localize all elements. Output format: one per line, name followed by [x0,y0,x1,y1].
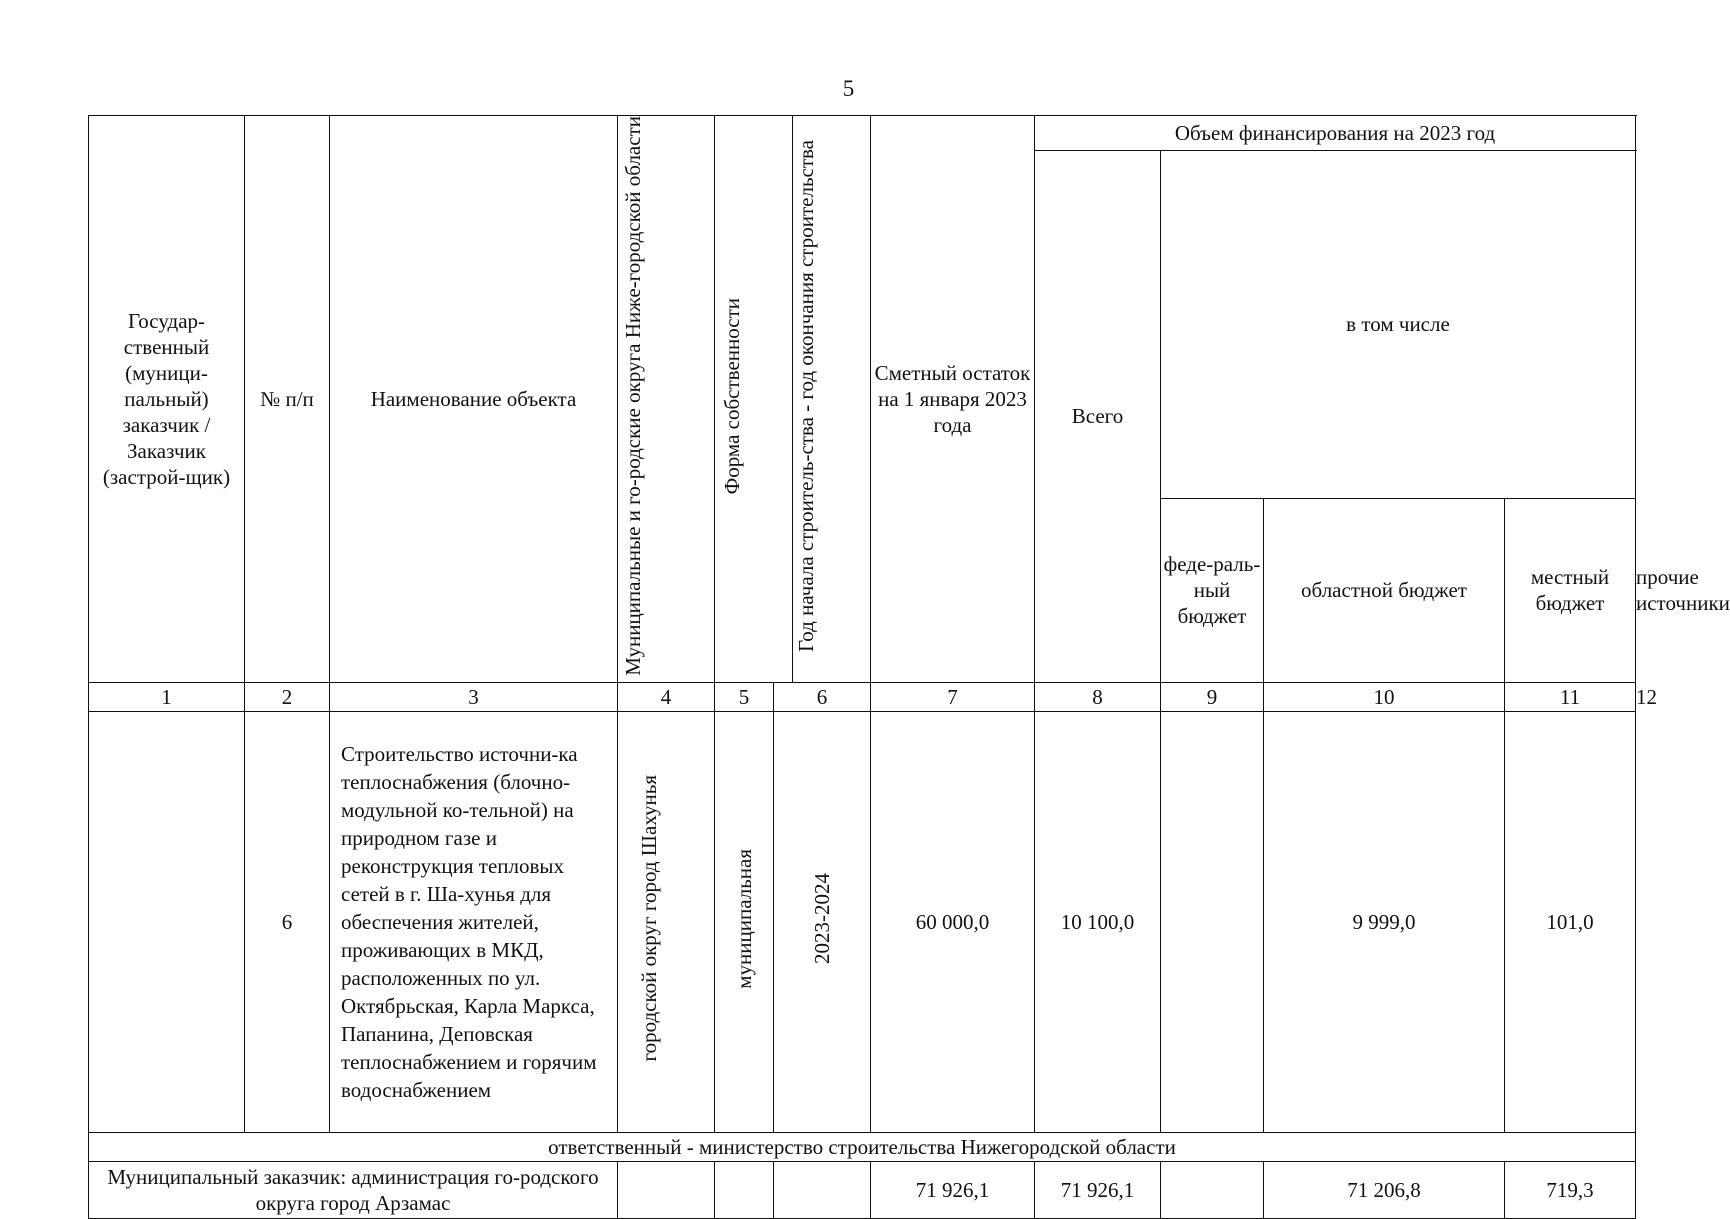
header-local-budget-text: местный бюджет [1530,565,1610,616]
column-number: 3 [330,682,618,711]
row-customer-cell [89,711,245,1132]
header-estimate-balance-text: Сметный остаток на 1 января 2023 года [874,360,1031,437]
row-total-cell: 10 100,0 [1035,711,1161,1132]
column-number: 5 [715,682,774,711]
customer-local-budget-cell: 719,3 [1505,1161,1636,1218]
header-object-name [330,116,618,683]
row-object-name-cell: Строительство источни-ка теплоснабжения (блочно-модульной ко-тельной) на природном газе и реконструкция тепловых сетей в г. Ша-хунья для обеспечения жителей, проживающих в МКД, расположенных по ул. Октябрьская, Карла Маркса, Папанина, Деповская теплоснабжением и горячим водоснабжением [330,711,618,1132]
row-years-cell [774,711,871,1132]
column-number: 7 [871,682,1035,711]
column-number: 6 [774,682,871,711]
header-funding-volume [1035,116,1636,151]
row-municipal-district-cell [618,711,715,1132]
customer-years-cell [774,1161,871,1218]
column-number: 4 [618,682,715,711]
column-number: 1 [89,682,245,711]
header-customer-text: Государ-ственный (муници-пальный) заказчик / Заказчик (застрой-щик) [102,308,231,489]
header-municipal-district [618,116,715,683]
customer-regional-budget-cell: 71 206,8 [1264,1161,1505,1218]
column-number-row: 1 2 3 4 5 6 7 8 9 10 11 12 [89,682,1636,711]
header-municipal-district-text: Муниципальные и го-родские округа Ниже-городской области [621,116,645,676]
header-customer [89,116,245,683]
header-ownership-form [715,116,793,683]
column-number: 10 [1264,682,1505,711]
header-including-text: в том числе [1346,312,1450,337]
row-municipal-district-text: городской округ город Шахунья [637,775,661,1062]
customer-total-cell: 71 926,1 [1035,1161,1161,1218]
header-funding-volume-text: Объем финансирования на 2023 год [1174,121,1496,145]
header-local-budget [1505,498,1636,682]
row-federal-budget-cell [1161,711,1264,1132]
header-total-text: Всего [1071,404,1124,429]
customer-municipal-district-cell [618,1161,715,1218]
header-regional-budget [1264,498,1505,682]
customer-note-cell: Муниципальный заказчик: администрация го-родского округа город Арзамас [89,1161,618,1218]
header-estimate-balance [871,116,1035,683]
customer-ownership-form-cell [715,1161,774,1218]
customer-estimate-balance-cell: 71 926,1 [871,1161,1035,1218]
table-row [89,711,1636,1132]
column-number: 2 [245,682,330,711]
header-other-sources-text: прочие источники [1636,565,1730,616]
header-including [1161,151,1636,499]
row-years-text: 2023-2024 [810,873,834,965]
customer-federal-budget-cell [1161,1161,1264,1218]
row-ownership-form-text: муниципальная [732,848,756,989]
row-number-cell: 6 [245,711,330,1132]
financing-table [88,115,1730,1219]
column-number: 11 [1505,682,1636,711]
header-federal-budget [1161,498,1264,682]
header-regional-budget-text: областной бюджет [1301,578,1467,603]
page-number: 5 [842,76,855,101]
responsible-row [89,1132,1636,1161]
header-total [1035,151,1161,683]
header-ownership-form-text: Форма собственности [719,297,744,495]
row-ownership-form-cell [715,711,774,1132]
row-regional-budget-cell: 9 999,0 [1264,711,1505,1132]
header-years-text: Год начала строитель-ства - год окончания строительства [793,139,818,652]
row-local-budget-cell: 101,0 [1505,711,1636,1132]
header-years [793,116,871,683]
column-number: 8 [1035,682,1161,711]
row-estimate-balance-cell: 60 000,0 [871,711,1035,1132]
header-object-name-text: Наименование объекта [370,386,577,411]
responsible-cell: ответственный - министерство строительства Нижегородской области [89,1132,1636,1161]
header-number-text: № п/п [260,386,314,411]
header-federal-budget-text: феде-раль-ный бюджет [1163,552,1261,629]
column-number: 9 [1161,682,1264,711]
table-row [89,1161,1636,1218]
header-number [245,116,330,683]
